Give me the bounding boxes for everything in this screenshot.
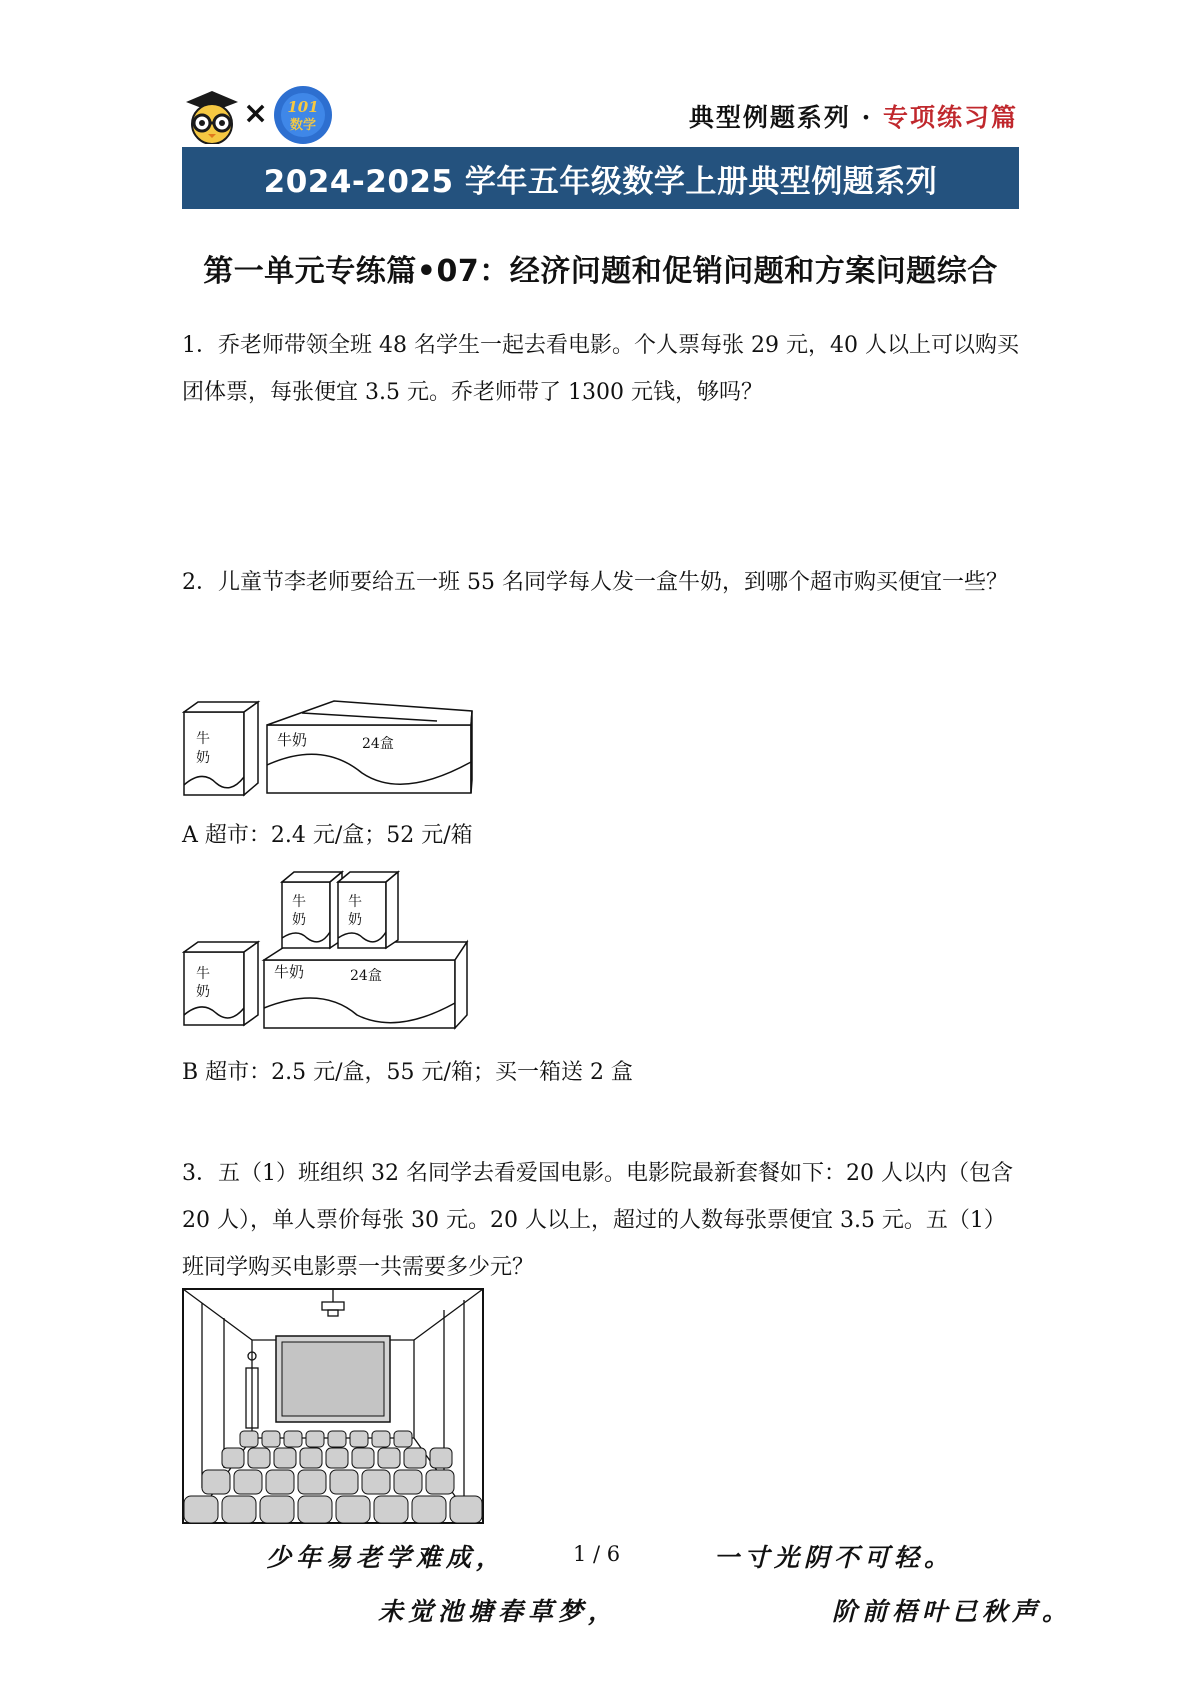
owl-mascot-logo [182,88,242,144]
milk-char-1: 牛 [292,894,306,910]
poem-line2-left: 未觉池塘春草梦， [378,1597,619,1626]
poem-line2-right: 阶前梧叶已秋声。 [832,1597,1073,1626]
cinema-illustration [182,1288,484,1524]
milk-figure-a [182,665,482,800]
case-label: 牛奶 [274,963,305,981]
question-1: 1．乔老师带领全班 48 名学生一起去看电影。个人票每张 29 元，40 人以上可以购买团体票，每张便宜 3.5 元。乔老师带了 1300 元钱，够吗？ [182,333,1019,405]
question-2: 2．儿童节李老师要给五一班 55 名同学每人发一盒牛奶，到哪个超市购买便宜一些？ [182,570,1008,595]
series-label-main: 典型例题系列 · [688,103,883,132]
svg-text:数学: 数学 [289,118,317,133]
milk-char-1: 牛 [196,966,210,982]
case-count: 24盒 [362,736,394,752]
case-label: 牛奶 [277,731,308,749]
case-count: 24盒 [350,968,382,984]
times-sign: × [243,96,269,131]
poem-line1-right: 一寸光阴不可轻。 [714,1543,955,1572]
milk-char-2: 奶 [292,912,306,928]
title-banner: 2024-2025 学年五年级数学上册典型例题系列 [182,147,1019,209]
svg-text:101: 101 [287,98,319,116]
milk-char-2: 奶 [348,912,362,928]
milk-char-1: 牛 [196,731,210,747]
page-number: 1 / 6 [573,1542,621,1566]
milk-char-1: 牛 [348,894,362,910]
milk-figure-b [182,860,482,1035]
section-title: 第一单元专练篇•07：经济问题和促销问题和方案问题综合 [203,254,998,289]
math-101-logo [272,84,334,146]
market-b-price: B 超市：2.5 元/盒，55 元/箱；买一箱送 2 盒 [182,1060,633,1085]
question-3: 3．五（1）班组织 32 名同学去看爱国电影。电影院最新套餐如下：20 人以内（包含 20 人），单人票价每张 30 元。20 人以上，超过的人数每张票便宜 3.5 元。五（1）班同学购买电影票一共需要多少元？ [182,1161,1013,1280]
poem-line1-left: 少年易老学难成， [266,1543,507,1572]
series-label-accent: 专项练习篇 [882,103,1018,132]
milk-char-2: 奶 [196,984,210,1000]
market-a-price: A 超市：2.4 元/盒；52 元/箱 [182,823,473,848]
milk-char-2: 奶 [196,750,210,766]
series-label [689,98,1018,134]
